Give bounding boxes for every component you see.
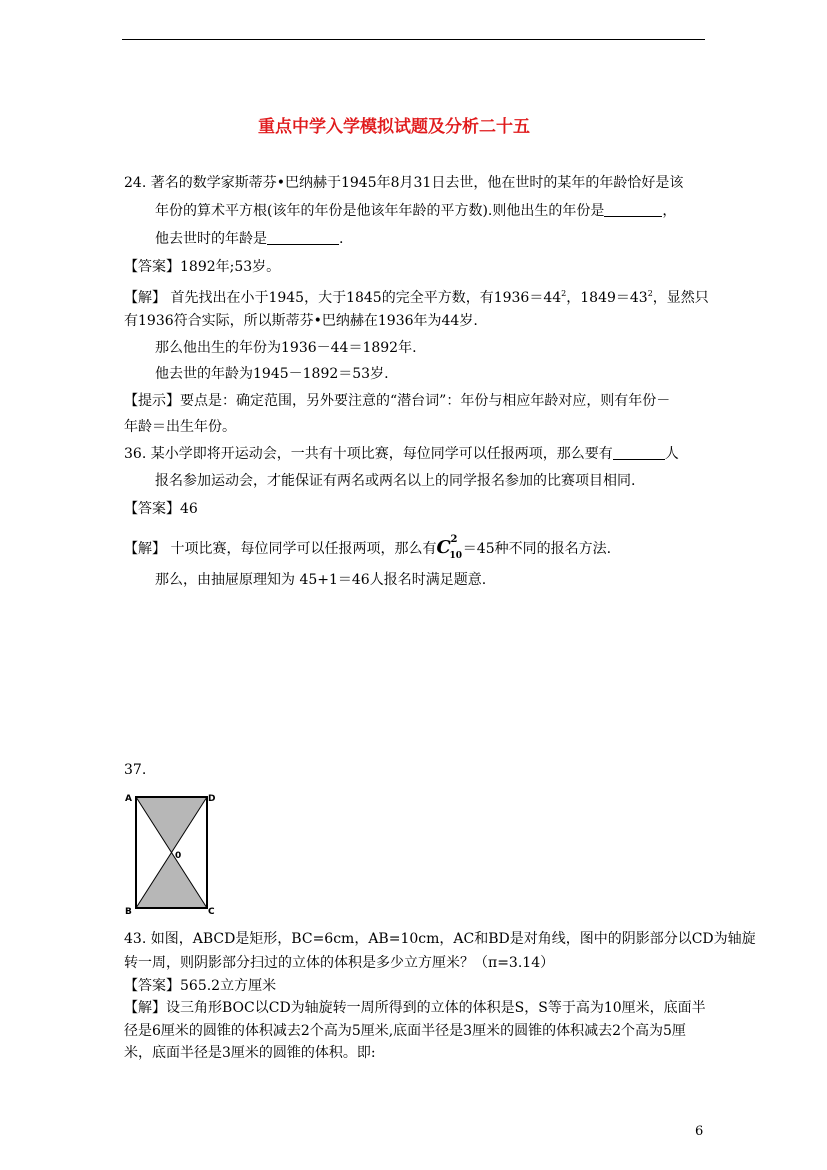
q24-answer: 【答案】1892年;53岁。 <box>124 259 281 275</box>
q36-solution-line-1 <box>124 534 612 561</box>
label-b: B <box>125 907 132 917</box>
q43-line-2: 转一周，则阴影部分扫过的立体的体积是多少立方厘米？（π=3.14） <box>124 955 555 971</box>
q37-number: 37. <box>124 762 147 778</box>
q43-answer: 【答案】565.2立方厘米 <box>124 978 277 994</box>
q24-line-2-text: 年份的算术平方根(该年的年份是他该年年龄的平方数).则他出生的年份是 <box>155 203 605 219</box>
q36-sol-1b: ＝45种不同的报名方法. <box>462 541 612 557</box>
label-d: D <box>208 794 216 804</box>
page-title: 重点中学入学模拟试题及分析二十五 <box>258 117 530 137</box>
q43-solution-line-2: 径是6厘米的圆锥的体积减去2个高为5厘米,底面半径是3厘米的圆锥的体积减去2个高为5厘 <box>124 1023 686 1039</box>
q43-solution-line-1: 【解】设三角形BOC以CD为轴旋转一周所得到的立体的体积是S，S等于高为10厘米，底面半 <box>124 1000 706 1016</box>
header-rule <box>122 39 705 40</box>
q24-hint-line-1: 【提示】要点是：确定范围，另外要注意的“潜台词”：年份与相应年龄对应，则有年份－ <box>124 393 671 409</box>
q43-line-1: 43. 如图，ABCD是矩形，BC=6cm，AB=10cm，AC和BD是对角线，图中的阴影部分以CD为轴旋 <box>124 931 756 947</box>
q24-solution-line-1 <box>124 284 709 308</box>
shaded-triangle-bottom <box>136 853 207 909</box>
q43-solution-line-3: 米，底面半径是3厘米的圆锥的体积。即: <box>124 1045 376 1061</box>
q36-answer: 【答案】46 <box>124 501 198 517</box>
shaded-triangle-top <box>136 797 207 853</box>
q24-line-3-end: . <box>339 231 344 247</box>
q24-line-1: 24. 著名的数学家斯蒂芬•巴纳赫于1945年8月31日去世，他在世时的某年的年龄恰好是该 <box>124 175 684 191</box>
combination-symbol <box>436 534 462 561</box>
label-a: A <box>125 794 132 804</box>
q36-line-1-end: 人 <box>664 446 679 462</box>
q24-blank-age[interactable] <box>267 230 339 245</box>
q24-solution-line-2: 有1936符合实际，所以斯蒂芬•巴纳赫在1936年为44岁. <box>124 313 478 329</box>
q36-blank-count[interactable] <box>613 445 665 460</box>
q24-solution-line-4: 他去世的年龄为1945－1892＝53岁. <box>155 366 389 382</box>
rectangle-figure <box>120 788 225 918</box>
q36-sol-1a: 【解】 十项比赛，每位同学可以任报两项，那么有 <box>124 541 437 557</box>
q36-solution-line-2: 那么，由抽屉原理知为 45+1＝46人报名时满足题意. <box>155 572 487 588</box>
q24-sol-1c: ，显然只 <box>652 290 709 306</box>
q24-hint-line-2: 年龄＝出生年份。 <box>124 419 236 435</box>
label-c: C <box>208 907 215 917</box>
comb-subscript: 10 <box>449 551 462 561</box>
q24-sol-1a: 【解】 首先找出在小于1945，大于1845的完全平方数，有1936＝44 <box>124 290 562 306</box>
label-o: 0 <box>175 851 182 861</box>
q36-line-2: 报名参加运动会，才能保证有两名或两名以上的同学报名参加的比赛项目相同. <box>155 473 636 489</box>
q24-line-2-end: ， <box>662 203 677 219</box>
q36-line-1 <box>124 444 679 464</box>
q24-line-2 <box>155 201 676 221</box>
q24-blank-birth-year[interactable] <box>604 202 662 217</box>
q24-solution-line-3: 那么他出生的年份为1936－44＝1892年. <box>155 340 417 356</box>
q36-line-1-text: 36. 某小学即将开运动会，一共有十项比赛，每位同学可以任报两项，那么要有 <box>124 446 613 462</box>
q24-line-3-text: 他去世时的年龄是 <box>155 231 267 247</box>
comb-letter: C <box>436 537 451 558</box>
q24-sol-1b: ，1849＝43 <box>566 290 648 306</box>
page-number: 6 <box>695 1124 704 1139</box>
comb-superscript: 2 <box>450 534 458 545</box>
superscript: 2 <box>561 289 567 298</box>
q24-line-3 <box>155 229 343 249</box>
superscript: 2 <box>647 289 653 298</box>
